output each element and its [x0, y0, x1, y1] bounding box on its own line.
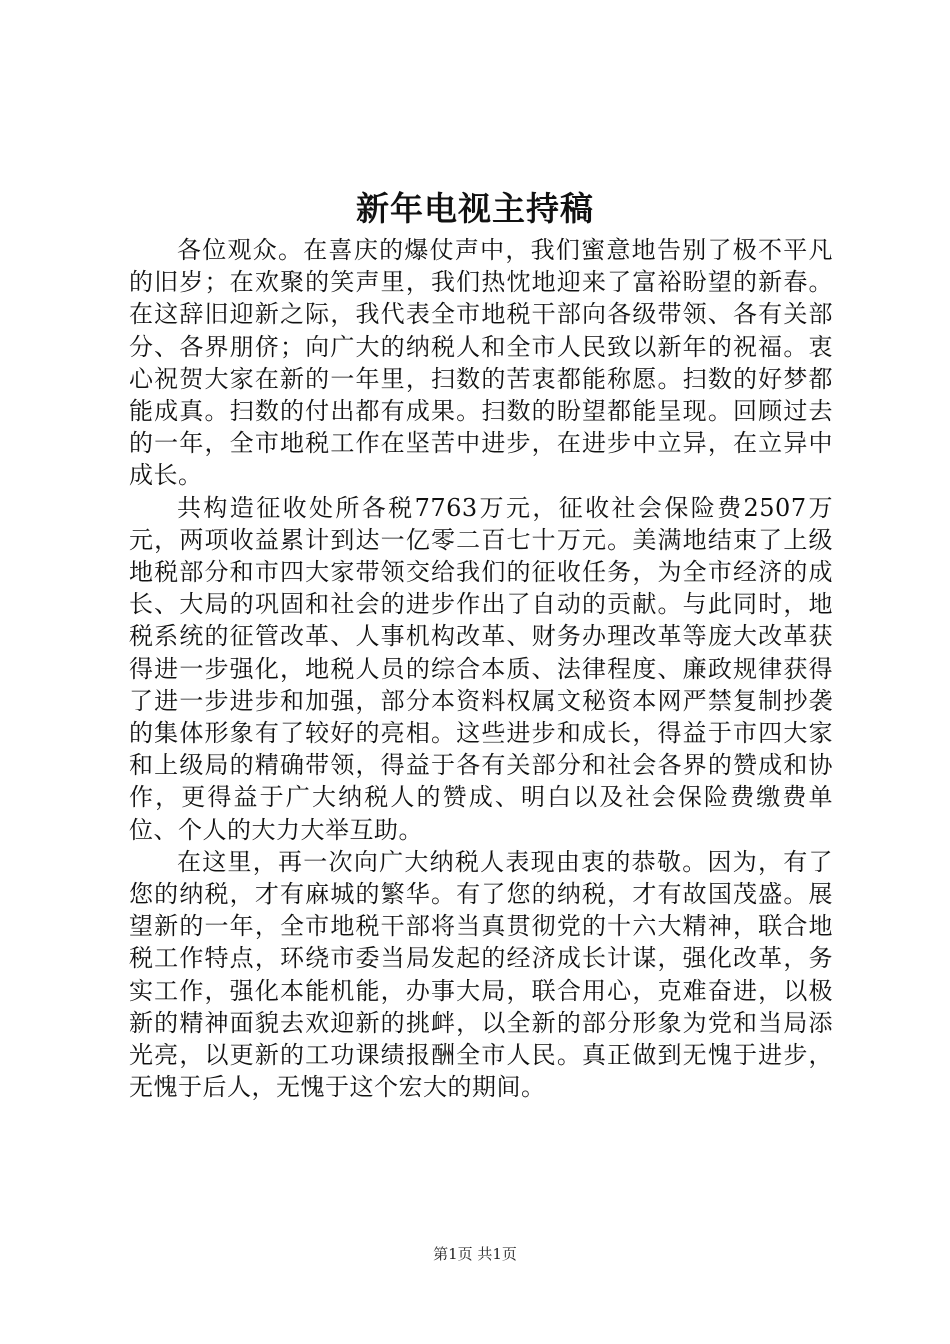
- paragraph-achievements: 共构造征收处所各税7763万元，征收社会保险费2507万元，两项收益累计到达一亿零二百七十万元。美满地结束了上级地税部分和市四大家带领交给我们的征收任务，为全市经济的成长、大局的巩固和社会的进步作出了自动的贡献。与此同时，地税系统的征管改革、人事机构改革、财务办理改革等庞大改革获得进一步强化，地税人员的综合本质、法律程度、廉政规律获得了进一步进步和加强，部分本资料权属文秘资本网严禁复制抄袭的集体形象有了较好的亮相。这些进步和成长，得益于市四大家和上级局的精确带领，得益于各有关部分和社会各界的赞成和协作，更得益于广大纳税人的赞成、明白以及社会保险费缴费单位、个人的大力大举互助。: [129, 493, 833, 844]
- paragraph-outlook: 在这里，再一次向广大纳税人表现由衷的恭敬。因为，有了您的纳税，才有麻城的繁华。有了您的纳税，才有故国茂盛。展望新的一年，全市地税干部将当真贯彻党的十六大精神，联合地税工作特点，环绕市委当局发起的经济成长计谋，强化改革，务实工作，强化本能机能，办事大局，联合用心，克难奋进，以极新的精神面貌去欢迎新的挑衅，以全新的部分形象为党和当局添光亮，以更新的工功课绩报酬全市人民。真正做到无愧于进步，无愧于后人，无愧于这个宏大的期间。: [129, 847, 833, 1102]
- document-body: [129, 234, 833, 1103]
- paragraph-greeting: 各位观众。在喜庆的爆仗声中，我们蜜意地告别了极不平凡的旧岁；在欢聚的笑声里，我们热忱地迎来了富裕盼望的新春。在这辞旧迎新之际，我代表全市地税干部向各级带领、各有关部分、各界朋侪；向广大的纳税人和全市人民致以新年的祝福。衷心祝贺大家在新的一年里，扫数的苦衷都能称愿。扫数的好梦都能成真。扫数的付出都有成果。扫数的盼望都能呈现。回顾过去的一年，全市地税工作在坚苦中进步，在进步中立异，在立异中成长。: [129, 236, 833, 490]
- document-title: 新年电视主持稿: [356, 189, 594, 228]
- page-footer: 第1页 共1页: [433, 1245, 517, 1263]
